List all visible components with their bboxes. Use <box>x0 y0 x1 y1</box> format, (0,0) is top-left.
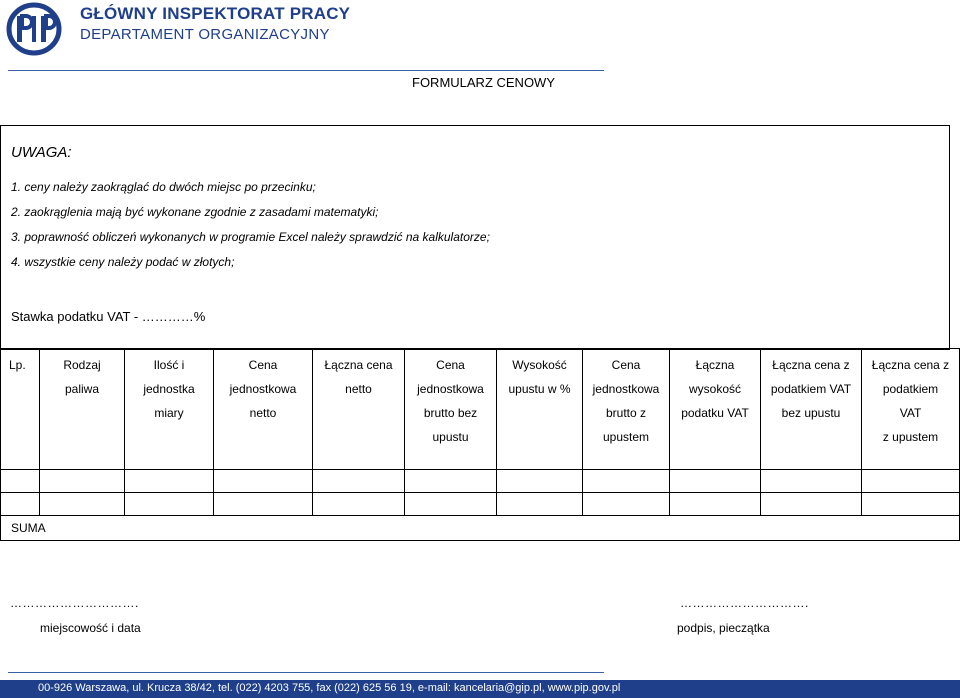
table-cell[interactable] <box>40 470 125 493</box>
table-row <box>1 493 960 516</box>
column-header-unit-price-gross-no-discount: Cena jednostkowa brutto bez upustu <box>405 349 497 470</box>
column-header-total-with-vat-discount: Łączna cena z podatkiem VAT z upustem <box>862 349 960 470</box>
table-cell[interactable] <box>670 470 761 493</box>
sum-row <box>1 516 960 541</box>
table-cell[interactable] <box>1 470 40 493</box>
department-name: DEPARTAMENT ORGANIZACYJNY <box>80 26 330 43</box>
column-header-total-vat: Łączna wysokość podatku VAT <box>670 349 761 470</box>
table-cell[interactable] <box>761 493 862 516</box>
column-header-lp: Lp. <box>1 349 40 470</box>
signature-label: podpis, pieczątka <box>677 621 770 635</box>
notice-title: UWAGA: <box>11 144 72 161</box>
notice-item: 1. ceny należy zaokrąglać do dwóch miejsc po przecinku; <box>11 180 316 194</box>
table-cell[interactable] <box>583 493 670 516</box>
table-cell[interactable] <box>862 470 960 493</box>
column-header-unit-price-gross-discount: Cena jednostkowa brutto z upustem <box>583 349 670 470</box>
notice-item: 4. wszystkie ceny należy podać w złotych; <box>11 255 235 269</box>
column-header-total-net: Łączna cena netto <box>313 349 405 470</box>
place-date-line: …………………………. <box>10 596 139 610</box>
pip-logo-icon <box>6 2 62 56</box>
notice-item: 3. poprawność obliczeń wykonanych w programie Excel należy sprawdzić na kalkulatorze; <box>11 230 490 244</box>
table-cell[interactable] <box>761 470 862 493</box>
table-cell[interactable] <box>862 493 960 516</box>
form-title: FORMULARZ CENOWY <box>412 75 555 90</box>
header-divider <box>8 70 604 71</box>
column-header-fuel-type: Rodzaj paliwa <box>40 349 125 470</box>
footer-contact: 00-926 Warszawa, ul. Krucza 38/42, tel. (022) 4203 755, fax (022) 625 56 19, e-mail: kancelaria@gip.pl, www.pip.gov.pl <box>38 682 621 694</box>
table-cell[interactable] <box>214 470 313 493</box>
table-cell[interactable] <box>214 493 313 516</box>
table-cell[interactable] <box>125 493 214 516</box>
column-header-unit-price-net: Cena jednostkowa netto <box>214 349 313 470</box>
table-cell[interactable] <box>497 493 583 516</box>
table-cell[interactable] <box>670 493 761 516</box>
vat-rate-line: Stawka podatku VAT - …………% <box>11 309 206 324</box>
column-header-discount-percent: Wysokość upustu w % <box>497 349 583 470</box>
table-cell[interactable] <box>497 470 583 493</box>
letterhead <box>0 0 960 60</box>
table-cell[interactable] <box>583 470 670 493</box>
table-header-row <box>1 349 960 470</box>
table-cell[interactable] <box>40 493 125 516</box>
signature-line: …………………………. <box>680 596 809 610</box>
footer-divider <box>8 672 604 673</box>
table-row <box>1 470 960 493</box>
notice-box <box>0 125 950 350</box>
table-cell[interactable] <box>125 470 214 493</box>
table-cell[interactable] <box>405 493 497 516</box>
table-cell[interactable] <box>313 493 405 516</box>
price-table <box>0 348 960 541</box>
sum-label: SUMA <box>1 516 960 541</box>
footer-bar <box>0 680 960 698</box>
notice-item: 2. zaokrąglenia mają być wykonane zgodnie z zasadami matematyki; <box>11 205 379 219</box>
table-cell[interactable] <box>405 470 497 493</box>
table-cell[interactable] <box>1 493 40 516</box>
table-cell[interactable] <box>313 470 405 493</box>
organization-name: GŁÓWNY INSPEKTORAT PRACY <box>80 4 351 23</box>
column-header-total-with-vat-no-discount: Łączna cena z podatkiem VAT bez upustu <box>761 349 862 470</box>
place-date-label: miejscowość i data <box>40 621 141 635</box>
column-header-quantity-unit: Ilość i jednostka miary <box>125 349 214 470</box>
